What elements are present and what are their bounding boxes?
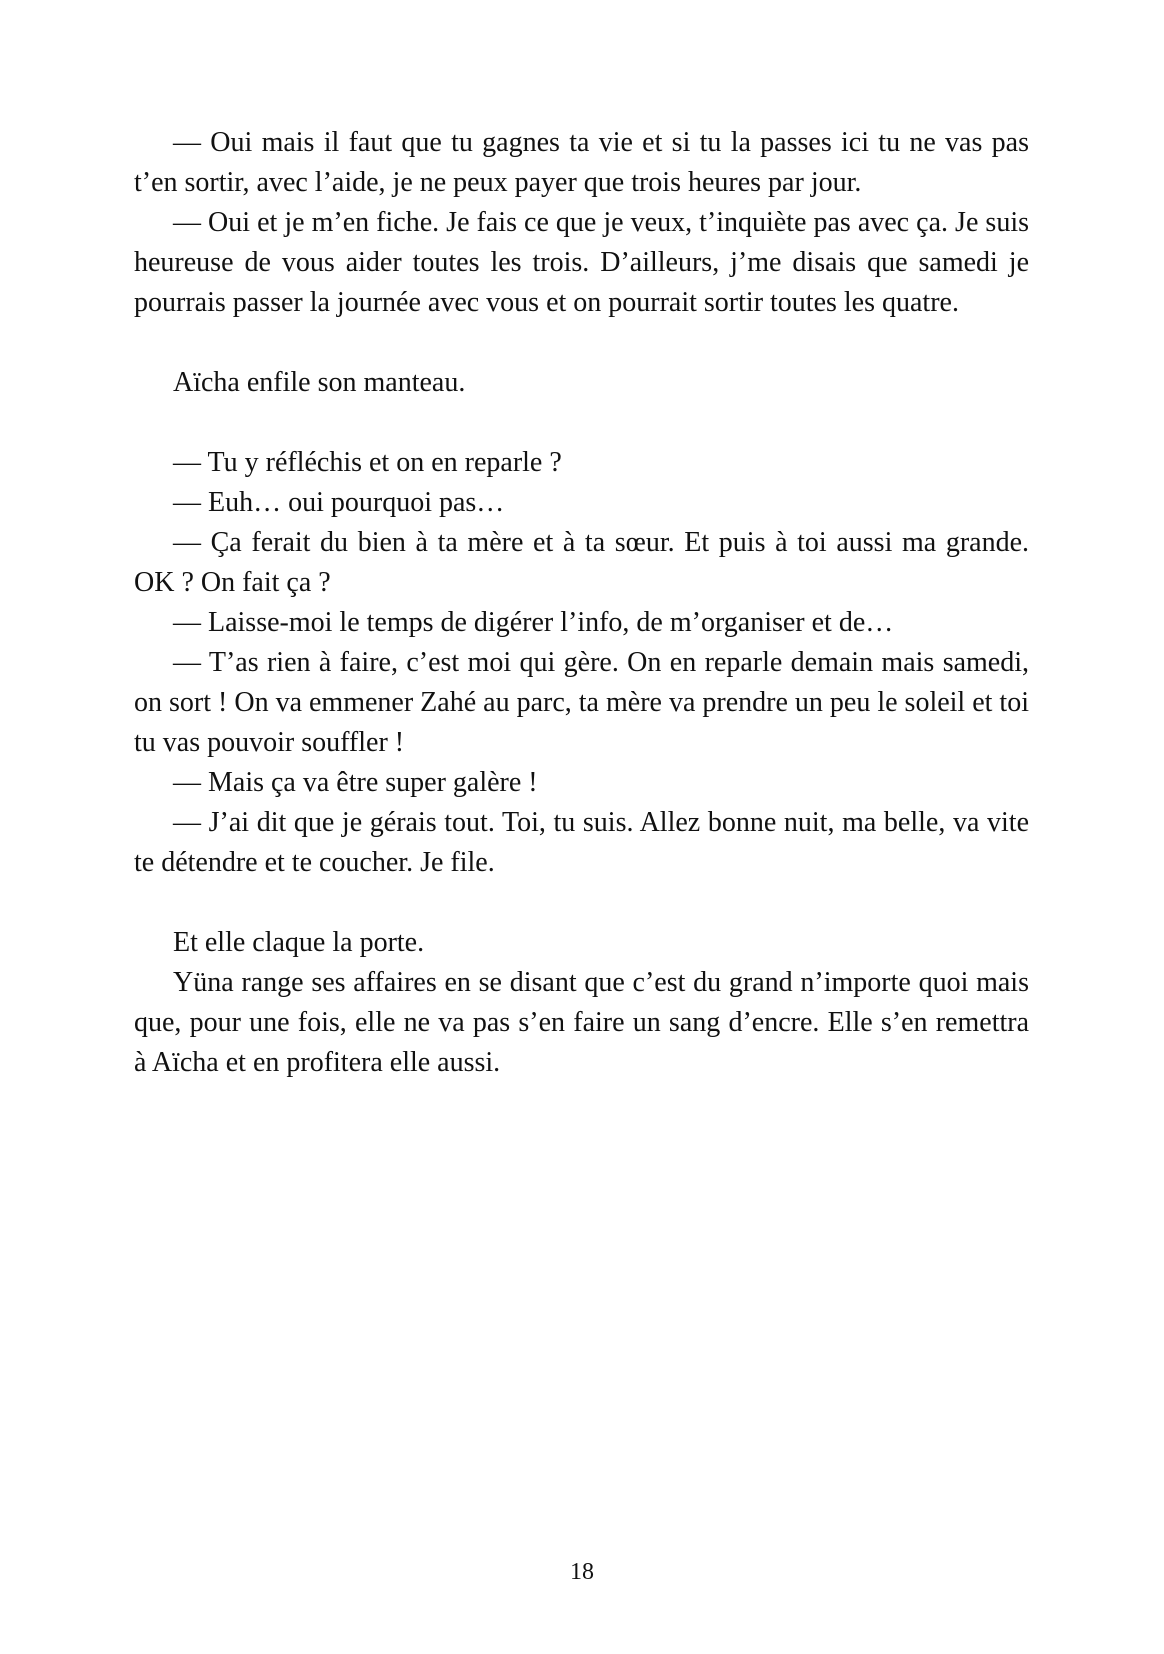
paragraph: — Oui mais il faut que tu gagnes ta vie et si tu la passes ici tu ne vas pas t’en sortir, avec l’aide, je ne peux payer que trois heures par jour. xyxy=(134,127,1029,198)
paragraph: — T’as rien à faire, c’est moi qui gère. On en reparle demain mais samedi, on sort ! On va emmener Zahé au parc, ta mère va prendre un peu le soleil et toi tu vas pouvoir souffler ! xyxy=(134,647,1029,758)
body-text xyxy=(134,123,1029,1083)
paragraph: — Laisse-moi le temps de digérer l’info, de m’organiser et de… xyxy=(173,607,894,638)
page-number: 18 xyxy=(570,1559,594,1585)
paragraph: — Ça ferait du bien à ta mère et à ta sœur. Et puis à toi aussi ma grande. OK ? On fait ça ? xyxy=(134,527,1029,598)
paragraph: Yüna range ses affaires en se disant que c’est du grand n’importe quoi mais que, pour une fois, elle ne va pas s’en faire un sang d’encre. Elle s’en remettra à Aïcha et en profitera elle aussi. xyxy=(134,967,1029,1078)
paragraph: — J’ai dit que je gérais tout. Toi, tu suis. Allez bonne nuit, ma belle, va vite te détendre et te coucher. Je file. xyxy=(134,807,1029,878)
paragraph: Et elle claque la porte. xyxy=(173,927,425,958)
paragraph: — Oui et je m’en fiche. Je fais ce que je veux, t’inquiète pas avec ça. Je suis heureuse de vous aider toutes les trois. D’ailleurs, j’me disais que samedi je pourrais passer la journée avec vous et on pourrait sortir toutes les quatre. xyxy=(134,207,1029,318)
paragraph: Aïcha enfile son manteau. xyxy=(173,367,466,398)
paragraph: — Tu y réfléchis et on en reparle ? xyxy=(173,447,562,478)
paragraph: — Mais ça va être super galère ! xyxy=(173,767,538,798)
paragraph: — Euh… oui pourquoi pas… xyxy=(173,487,505,518)
